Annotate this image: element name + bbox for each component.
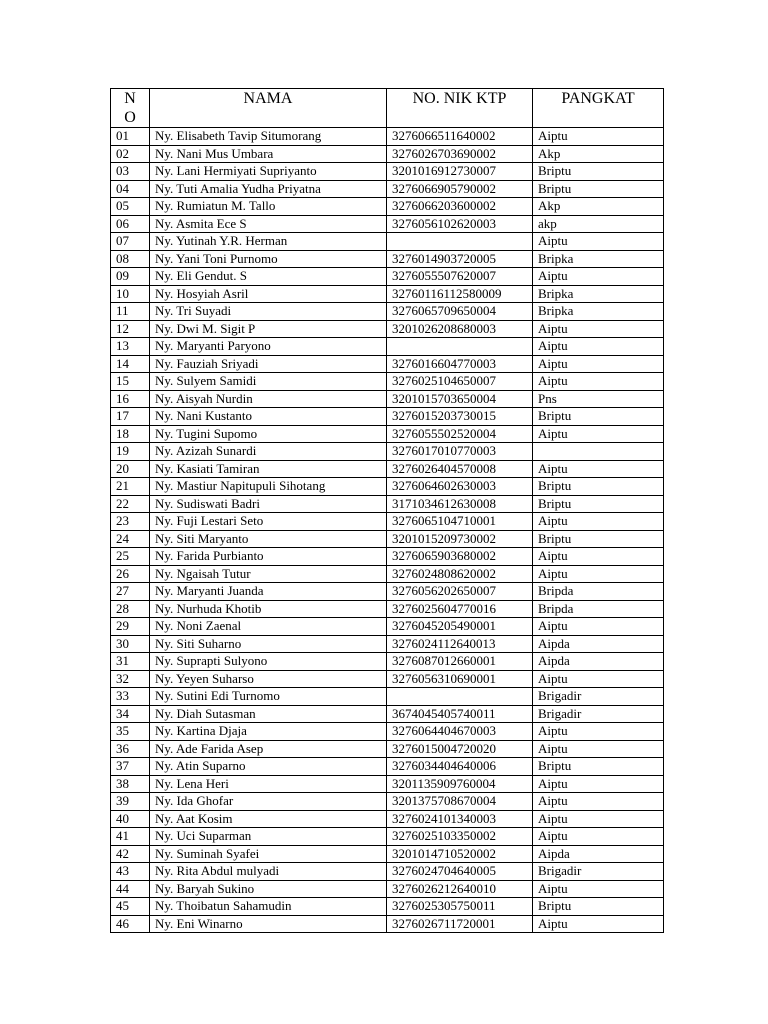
cell-pangkat: Aiptu bbox=[533, 338, 664, 356]
cell-nik: 3276056310690001 bbox=[387, 670, 533, 688]
cell-no: 19 bbox=[111, 443, 150, 461]
cell-nik: 3276024101340003 bbox=[387, 810, 533, 828]
cell-nama: Ny. Lena Heri bbox=[150, 775, 387, 793]
cell-nama: Ny. Rumiatun M. Tallo bbox=[150, 198, 387, 216]
cell-pangkat: Aipda bbox=[533, 653, 664, 671]
member-table bbox=[110, 88, 664, 933]
cell-pangkat: Aiptu bbox=[533, 565, 664, 583]
table-row bbox=[111, 898, 664, 916]
cell-no: 15 bbox=[111, 373, 150, 391]
cell-no: 22 bbox=[111, 495, 150, 513]
cell-nik: 3276025604770016 bbox=[387, 600, 533, 618]
table-row bbox=[111, 758, 664, 776]
cell-no: 28 bbox=[111, 600, 150, 618]
cell-nik: 3276064404670003 bbox=[387, 723, 533, 741]
cell-no: 46 bbox=[111, 915, 150, 933]
cell-nama: Ny. Diah Sutasman bbox=[150, 705, 387, 723]
table-row bbox=[111, 513, 664, 531]
cell-nama: Ny. Thoibatun Sahamudin bbox=[150, 898, 387, 916]
cell-nik: 3201375708670004 bbox=[387, 793, 533, 811]
table-row bbox=[111, 775, 664, 793]
cell-pangkat: Briptu bbox=[533, 898, 664, 916]
header-nik: NO. NIK KTP bbox=[387, 89, 533, 128]
cell-nama: Ny. Eli Gendut. S bbox=[150, 268, 387, 286]
cell-nama: Ny. Aisyah Nurdin bbox=[150, 390, 387, 408]
table-row bbox=[111, 390, 664, 408]
table-row bbox=[111, 828, 664, 846]
cell-no: 39 bbox=[111, 793, 150, 811]
cell-nama: Ny. Farida Purbianto bbox=[150, 548, 387, 566]
cell-nama: Ny. Yeyen Suharso bbox=[150, 670, 387, 688]
cell-nama: Ny. Siti Suharno bbox=[150, 635, 387, 653]
cell-pangkat: Aiptu bbox=[533, 670, 664, 688]
cell-nik: 3171034612630008 bbox=[387, 495, 533, 513]
cell-no: 42 bbox=[111, 845, 150, 863]
cell-pangkat: Bripka bbox=[533, 303, 664, 321]
table-row bbox=[111, 268, 664, 286]
cell-nik: 3276087012660001 bbox=[387, 653, 533, 671]
cell-no: 03 bbox=[111, 163, 150, 181]
cell-pangkat: Brigadir bbox=[533, 688, 664, 706]
cell-nik: 3276024704640005 bbox=[387, 863, 533, 881]
cell-nik: 3201014710520002 bbox=[387, 845, 533, 863]
cell-nik: 3276026703690002 bbox=[387, 145, 533, 163]
cell-pangkat: Aiptu bbox=[533, 233, 664, 251]
cell-no: 10 bbox=[111, 285, 150, 303]
cell-pangkat: Briptu bbox=[533, 530, 664, 548]
cell-no: 08 bbox=[111, 250, 150, 268]
cell-nama: Ny. Sudiswati Badri bbox=[150, 495, 387, 513]
table-row bbox=[111, 600, 664, 618]
cell-no: 27 bbox=[111, 583, 150, 601]
cell-pangkat: Aiptu bbox=[533, 828, 664, 846]
cell-pangkat: Bripda bbox=[533, 600, 664, 618]
cell-nik: 3201135909760004 bbox=[387, 775, 533, 793]
cell-nik: 3276034404640006 bbox=[387, 758, 533, 776]
cell-nama: Ny. Kartina Djaja bbox=[150, 723, 387, 741]
table-row bbox=[111, 373, 664, 391]
cell-nama: Ny. Fauziah Sriyadi bbox=[150, 355, 387, 373]
cell-nik: 3276064602630003 bbox=[387, 478, 533, 496]
cell-nama: Ny. Dwi M. Sigit P bbox=[150, 320, 387, 338]
table-row bbox=[111, 653, 664, 671]
cell-no: 34 bbox=[111, 705, 150, 723]
cell-no: 25 bbox=[111, 548, 150, 566]
cell-no: 20 bbox=[111, 460, 150, 478]
table-row bbox=[111, 583, 664, 601]
cell-nik: 3276045205490001 bbox=[387, 618, 533, 636]
cell-nik: 3276015004720020 bbox=[387, 740, 533, 758]
cell-pangkat: Aiptu bbox=[533, 915, 664, 933]
cell-pangkat: Brigadir bbox=[533, 705, 664, 723]
cell-pangkat: Aiptu bbox=[533, 548, 664, 566]
cell-nama: Ny. Sutini Edi Turnomo bbox=[150, 688, 387, 706]
cell-pangkat: Bripka bbox=[533, 285, 664, 303]
header-nama: NAMA bbox=[150, 89, 387, 128]
cell-no: 32 bbox=[111, 670, 150, 688]
cell-nama: Ny. Tri Suyadi bbox=[150, 303, 387, 321]
header-pangkat: PANGKAT bbox=[533, 89, 664, 128]
cell-pangkat: Aiptu bbox=[533, 128, 664, 146]
cell-no: 35 bbox=[111, 723, 150, 741]
cell-no: 07 bbox=[111, 233, 150, 251]
cell-pangkat: Briptu bbox=[533, 495, 664, 513]
cell-nik: 3276025103350002 bbox=[387, 828, 533, 846]
cell-nama: Ny. Suprapti Sulyono bbox=[150, 653, 387, 671]
cell-pangkat: Aiptu bbox=[533, 810, 664, 828]
cell-no: 41 bbox=[111, 828, 150, 846]
cell-nik: 3276026404570008 bbox=[387, 460, 533, 478]
header-row bbox=[111, 89, 664, 128]
cell-pangkat bbox=[533, 443, 664, 461]
cell-nama: Ny. Eni Winarno bbox=[150, 915, 387, 933]
cell-nik: 32760116112580009 bbox=[387, 285, 533, 303]
cell-pangkat: Aiptu bbox=[533, 460, 664, 478]
cell-no: 09 bbox=[111, 268, 150, 286]
cell-pangkat: Bripka bbox=[533, 250, 664, 268]
cell-nama: Ny. Yutinah Y.R. Herman bbox=[150, 233, 387, 251]
cell-pangkat: Briptu bbox=[533, 408, 664, 426]
table-row bbox=[111, 670, 664, 688]
cell-pangkat: Aipda bbox=[533, 845, 664, 863]
cell-no: 21 bbox=[111, 478, 150, 496]
cell-nik: 3276066511640002 bbox=[387, 128, 533, 146]
cell-pangkat: Aiptu bbox=[533, 723, 664, 741]
cell-no: 24 bbox=[111, 530, 150, 548]
table-row bbox=[111, 495, 664, 513]
cell-nik: 3276066905790002 bbox=[387, 180, 533, 198]
cell-pangkat: Aipda bbox=[533, 635, 664, 653]
cell-no: 26 bbox=[111, 565, 150, 583]
cell-nik: 3276065903680002 bbox=[387, 548, 533, 566]
cell-pangkat: Aiptu bbox=[533, 320, 664, 338]
table-row bbox=[111, 408, 664, 426]
cell-nama: Ny. Nani Mus Umbara bbox=[150, 145, 387, 163]
table-row bbox=[111, 145, 664, 163]
cell-no: 05 bbox=[111, 198, 150, 216]
table-row bbox=[111, 635, 664, 653]
cell-nik bbox=[387, 338, 533, 356]
table-row bbox=[111, 443, 664, 461]
table-row bbox=[111, 740, 664, 758]
table-row bbox=[111, 180, 664, 198]
cell-no: 37 bbox=[111, 758, 150, 776]
cell-nama: Ny. Mastiur Napitupuli Sihotang bbox=[150, 478, 387, 496]
cell-no: 04 bbox=[111, 180, 150, 198]
cell-nik: 3276066203600002 bbox=[387, 198, 533, 216]
cell-nama: Ny. Hosyiah Asril bbox=[150, 285, 387, 303]
cell-no: 36 bbox=[111, 740, 150, 758]
header-no: N O bbox=[111, 89, 150, 128]
cell-nama: Ny. Nurhuda Khotib bbox=[150, 600, 387, 618]
cell-nama: Ny. Tugini Supomo bbox=[150, 425, 387, 443]
cell-nama: Ny. Azizah Sunardi bbox=[150, 443, 387, 461]
table-row bbox=[111, 198, 664, 216]
table-row bbox=[111, 425, 664, 443]
cell-pangkat: Aiptu bbox=[533, 513, 664, 531]
cell-pangkat: Briptu bbox=[533, 163, 664, 181]
table-row bbox=[111, 320, 664, 338]
cell-nik: 3276065709650004 bbox=[387, 303, 533, 321]
cell-nik: 3201015703650004 bbox=[387, 390, 533, 408]
cell-no: 43 bbox=[111, 863, 150, 881]
table-body bbox=[111, 128, 664, 933]
cell-pangkat: Briptu bbox=[533, 478, 664, 496]
cell-pangkat: Pns bbox=[533, 390, 664, 408]
table-row bbox=[111, 565, 664, 583]
cell-nik: 3276024112640013 bbox=[387, 635, 533, 653]
cell-nama: Ny. Siti Maryanto bbox=[150, 530, 387, 548]
table-row bbox=[111, 793, 664, 811]
cell-nik: 3276056102620003 bbox=[387, 215, 533, 233]
cell-nama: Ny. Ade Farida Asep bbox=[150, 740, 387, 758]
cell-nama: Ny. Kasiati Tamiran bbox=[150, 460, 387, 478]
table-row bbox=[111, 705, 664, 723]
cell-nama: Ny. Asmita Ece S bbox=[150, 215, 387, 233]
cell-pangkat: Akp bbox=[533, 145, 664, 163]
cell-nik: 3276014903720005 bbox=[387, 250, 533, 268]
table-row bbox=[111, 285, 664, 303]
cell-nama: Ny. Suminah Syafei bbox=[150, 845, 387, 863]
cell-nik: 3276025305750011 bbox=[387, 898, 533, 916]
cell-nama: Ny. Tuti Amalia Yudha Priyatna bbox=[150, 180, 387, 198]
table-row bbox=[111, 163, 664, 181]
cell-pangkat: Bripda bbox=[533, 583, 664, 601]
cell-no: 18 bbox=[111, 425, 150, 443]
cell-no: 14 bbox=[111, 355, 150, 373]
cell-no: 44 bbox=[111, 880, 150, 898]
cell-nama: Ny. Ngaisah Tutur bbox=[150, 565, 387, 583]
cell-nama: Ny. Nani Kustanto bbox=[150, 408, 387, 426]
cell-nik: 3276025104650007 bbox=[387, 373, 533, 391]
cell-nama: Ny. Lani Hermiyati Supriyanto bbox=[150, 163, 387, 181]
table-row bbox=[111, 810, 664, 828]
table-row bbox=[111, 355, 664, 373]
table-row bbox=[111, 250, 664, 268]
cell-no: 11 bbox=[111, 303, 150, 321]
cell-nama: Ny. Elisabeth Tavip Situmorang bbox=[150, 128, 387, 146]
table-row bbox=[111, 460, 664, 478]
cell-nama: Ny. Maryanti Juanda bbox=[150, 583, 387, 601]
cell-no: 29 bbox=[111, 618, 150, 636]
cell-no: 16 bbox=[111, 390, 150, 408]
cell-pangkat: Aiptu bbox=[533, 793, 664, 811]
cell-nik bbox=[387, 688, 533, 706]
cell-no: 31 bbox=[111, 653, 150, 671]
cell-no: 23 bbox=[111, 513, 150, 531]
cell-no: 40 bbox=[111, 810, 150, 828]
cell-nik: 3674045405740011 bbox=[387, 705, 533, 723]
cell-pangkat: Aiptu bbox=[533, 425, 664, 443]
cell-pangkat: Aiptu bbox=[533, 355, 664, 373]
cell-no: 45 bbox=[111, 898, 150, 916]
table-row bbox=[111, 845, 664, 863]
cell-nama: Ny. Maryanti Paryono bbox=[150, 338, 387, 356]
cell-nama: Ny. Rita Abdul mulyadi bbox=[150, 863, 387, 881]
cell-nama: Ny. Ida Ghofar bbox=[150, 793, 387, 811]
table-row bbox=[111, 863, 664, 881]
cell-pangkat: Aiptu bbox=[533, 880, 664, 898]
cell-nik: 3276056202650007 bbox=[387, 583, 533, 601]
table-row bbox=[111, 303, 664, 321]
cell-no: 33 bbox=[111, 688, 150, 706]
cell-no: 06 bbox=[111, 215, 150, 233]
cell-pangkat: Aiptu bbox=[533, 618, 664, 636]
cell-no: 02 bbox=[111, 145, 150, 163]
cell-no: 01 bbox=[111, 128, 150, 146]
cell-no: 13 bbox=[111, 338, 150, 356]
cell-nik: 3201015209730002 bbox=[387, 530, 533, 548]
cell-nama: Ny. Yani Toni Purnomo bbox=[150, 250, 387, 268]
table-row bbox=[111, 618, 664, 636]
cell-no: 12 bbox=[111, 320, 150, 338]
cell-pangkat: akp bbox=[533, 215, 664, 233]
cell-pangkat: Akp bbox=[533, 198, 664, 216]
cell-pangkat: Briptu bbox=[533, 758, 664, 776]
table-row bbox=[111, 215, 664, 233]
cell-nik: 3276024808620002 bbox=[387, 565, 533, 583]
table-row bbox=[111, 723, 664, 741]
cell-no: 17 bbox=[111, 408, 150, 426]
table-row bbox=[111, 688, 664, 706]
table-header bbox=[111, 89, 664, 128]
table-row bbox=[111, 915, 664, 933]
cell-nik: 3276065104710001 bbox=[387, 513, 533, 531]
cell-nik: 3276015203730015 bbox=[387, 408, 533, 426]
cell-nama: Ny. Uci Suparman bbox=[150, 828, 387, 846]
cell-nik: 3276055507620007 bbox=[387, 268, 533, 286]
cell-nik: 3276026711720001 bbox=[387, 915, 533, 933]
cell-nama: Ny. Sulyem Samidi bbox=[150, 373, 387, 391]
cell-nik: 3276017010770003 bbox=[387, 443, 533, 461]
table-row bbox=[111, 880, 664, 898]
cell-pangkat: Briptu bbox=[533, 180, 664, 198]
cell-nama: Ny. Baryah Sukino bbox=[150, 880, 387, 898]
table-row bbox=[111, 338, 664, 356]
cell-nik: 3201016912730007 bbox=[387, 163, 533, 181]
table-row bbox=[111, 548, 664, 566]
cell-nama: Ny. Aat Kosim bbox=[150, 810, 387, 828]
cell-no: 38 bbox=[111, 775, 150, 793]
table-row bbox=[111, 128, 664, 146]
table-row bbox=[111, 478, 664, 496]
cell-nama: Ny. Fuji Lestari Seto bbox=[150, 513, 387, 531]
cell-nama: Ny. Atin Suparno bbox=[150, 758, 387, 776]
cell-nik: 3201026208680003 bbox=[387, 320, 533, 338]
table-row bbox=[111, 530, 664, 548]
cell-nik: 3276026212640010 bbox=[387, 880, 533, 898]
cell-nik: 3276016604770003 bbox=[387, 355, 533, 373]
cell-nama: Ny. Noni Zaenal bbox=[150, 618, 387, 636]
cell-pangkat: Aiptu bbox=[533, 740, 664, 758]
cell-pangkat: Aiptu bbox=[533, 373, 664, 391]
cell-nik bbox=[387, 233, 533, 251]
cell-pangkat: Aiptu bbox=[533, 775, 664, 793]
cell-pangkat: Brigadir bbox=[533, 863, 664, 881]
cell-no: 30 bbox=[111, 635, 150, 653]
cell-pangkat: Aiptu bbox=[533, 268, 664, 286]
cell-nik: 3276055502520004 bbox=[387, 425, 533, 443]
table-row bbox=[111, 233, 664, 251]
